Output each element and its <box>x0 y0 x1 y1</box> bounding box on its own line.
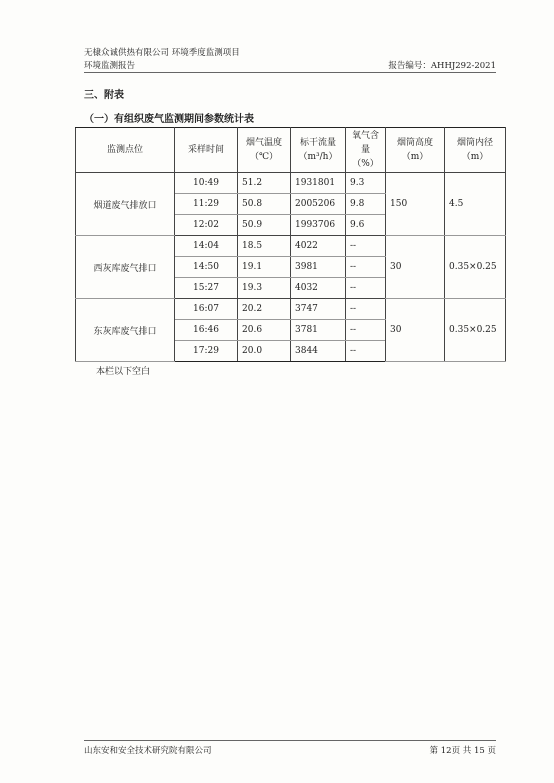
cell-oxygen: -- <box>346 320 386 341</box>
cell-height: 150 <box>386 173 445 236</box>
cell-temp: 50.9 <box>238 215 291 236</box>
cell-temp: 51.2 <box>238 173 291 194</box>
table-row <box>76 299 506 320</box>
cell-oxygen: 9.3 <box>346 173 386 194</box>
cell-point: 烟道废气排放口 <box>76 173 175 236</box>
cell-temp: 20.2 <box>238 299 291 320</box>
cell-time: 10:49 <box>175 173 238 194</box>
cell-temp: 19.1 <box>238 257 291 278</box>
table-header-row <box>76 128 506 173</box>
cell-oxygen: -- <box>346 278 386 299</box>
header-report-no: 报告编号：AHHJ292-2021 <box>388 61 496 71</box>
table-title: （一）有组织废气监测期间参数统计表 <box>84 114 254 125</box>
cell-diameter: 0.35×0.25 <box>445 236 506 299</box>
cell-diameter: 0.35×0.25 <box>445 299 506 362</box>
cell-time: 15:27 <box>175 278 238 299</box>
cell-oxygen: -- <box>346 236 386 257</box>
header-doc-type: 环境监测报告 <box>84 61 136 71</box>
cell-flow: 4022 <box>291 236 346 257</box>
header-org-project: 无棣众诚供热有限公司 环境季度监测项目 <box>84 48 240 58</box>
cell-flow: 3781 <box>291 320 346 341</box>
cell-flow: 1931801 <box>291 173 346 194</box>
cell-temp: 18.5 <box>238 236 291 257</box>
col-header-time: 采样时间 <box>175 128 238 173</box>
cell-time: 16:46 <box>175 320 238 341</box>
cell-height: 30 <box>386 236 445 299</box>
cell-flow: 1993706 <box>291 215 346 236</box>
cell-oxygen: 9.6 <box>346 215 386 236</box>
col-header-point: 监测点位 <box>76 128 175 173</box>
header-divider <box>84 72 496 73</box>
cell-temp: 19.3 <box>238 278 291 299</box>
cell-time: 14:50 <box>175 257 238 278</box>
cell-time: 17:29 <box>175 341 238 362</box>
cell-oxygen: -- <box>346 257 386 278</box>
col-header-temp: 烟气温度（℃） <box>238 128 291 173</box>
footer-page-number: 第 12页 共 15 页 <box>429 746 496 756</box>
parameter-table <box>75 127 506 362</box>
cell-temp: 50.8 <box>238 194 291 215</box>
header-line-2 <box>84 59 496 71</box>
col-header-oxygen: 氧气含量（%） <box>346 128 386 173</box>
cell-flow: 4032 <box>291 278 346 299</box>
table-row <box>76 173 506 194</box>
blank-below-note: 本栏以下空白 <box>96 367 151 377</box>
cell-time: 11:29 <box>175 194 238 215</box>
cell-diameter: 4.5 <box>445 173 506 236</box>
cell-temp: 20.6 <box>238 320 291 341</box>
col-header-diameter: 烟筒内径（m） <box>445 128 506 173</box>
cell-point: 东灰库废气排口 <box>76 299 175 362</box>
col-header-flow: 标干流量（m³/h） <box>291 128 346 173</box>
cell-temp: 20.0 <box>238 341 291 362</box>
footer <box>84 744 496 756</box>
footer-divider <box>84 740 496 741</box>
cell-oxygen: -- <box>346 299 386 320</box>
cell-flow: 2005206 <box>291 194 346 215</box>
cell-point: 西灰库废气排口 <box>76 236 175 299</box>
cell-flow: 3747 <box>291 299 346 320</box>
cell-oxygen: -- <box>346 341 386 362</box>
footer-company: 山东安和安全技术研究院有限公司 <box>84 746 212 756</box>
cell-flow: 3844 <box>291 341 346 362</box>
cell-height: 30 <box>386 299 445 362</box>
col-header-height: 烟筒高度（m） <box>386 128 445 173</box>
cell-oxygen: 9.8 <box>346 194 386 215</box>
cell-time: 16:07 <box>175 299 238 320</box>
table-row <box>76 236 506 257</box>
cell-time: 12:02 <box>175 215 238 236</box>
section-title: 三、附表 <box>84 90 124 101</box>
cell-time: 14:04 <box>175 236 238 257</box>
cell-flow: 3981 <box>291 257 346 278</box>
